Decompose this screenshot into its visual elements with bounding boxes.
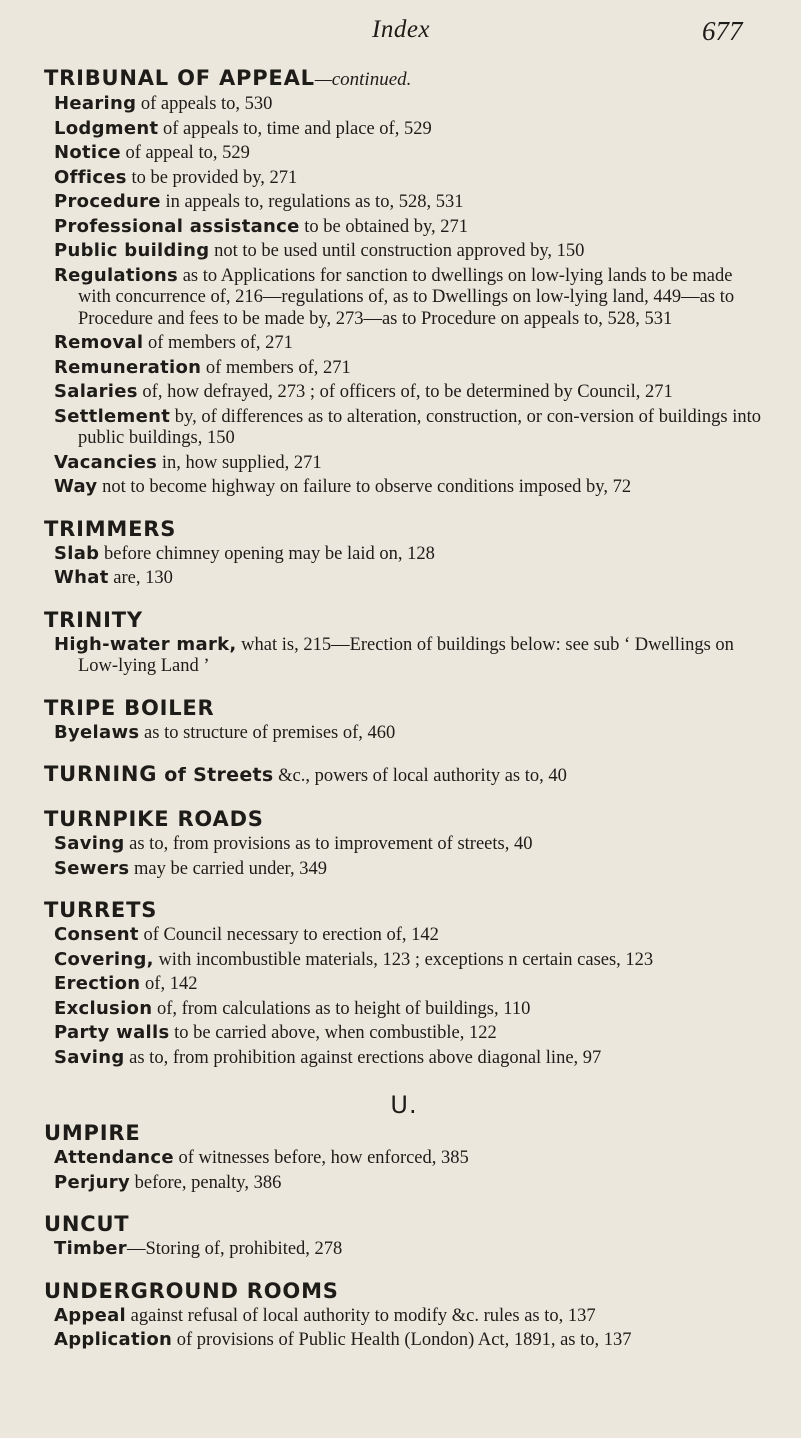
heading-text: UMPIRE bbox=[44, 1121, 141, 1145]
entry-keyword: Appeal bbox=[54, 1304, 127, 1326]
index-entry bbox=[44, 406, 764, 450]
entry-keyword: High-water mark, bbox=[54, 633, 237, 655]
entry-keyword: Salaries bbox=[54, 381, 138, 402]
entry-keyword: Byelaws bbox=[54, 721, 140, 743]
sections-u bbox=[44, 1121, 764, 1352]
index-entry bbox=[44, 476, 764, 499]
entry-keyword: Hearing bbox=[54, 93, 137, 114]
entry-keyword: Attendance bbox=[54, 1147, 174, 1168]
entry-keyword: Exclusion bbox=[54, 997, 153, 1019]
index-section bbox=[44, 1121, 764, 1194]
index-entry bbox=[44, 1047, 764, 1070]
entry-keyword: Way bbox=[54, 476, 98, 497]
entry-text: to be carried above, when combustible, 122 bbox=[169, 1023, 497, 1043]
heading-text: UNCUT bbox=[44, 1212, 130, 1236]
index-entry bbox=[44, 973, 764, 996]
index-entry bbox=[44, 1329, 764, 1352]
index-entry bbox=[44, 1147, 764, 1170]
entry-text: not to become highway on failure to observe conditions imposed by, 72 bbox=[97, 477, 632, 497]
entry-keyword: Consent bbox=[54, 924, 139, 945]
entry-text: as to, from provisions as to improvement of streets, 40 bbox=[124, 834, 533, 854]
inline-text: &c., powers of local authority as to, 40 bbox=[273, 766, 567, 786]
sections-t bbox=[44, 66, 764, 1069]
index-entry bbox=[44, 357, 764, 380]
entry-text: may be carried under, 349 bbox=[129, 858, 327, 879]
section-heading bbox=[44, 1279, 764, 1304]
heading-text: TURRETS bbox=[44, 898, 158, 922]
index-entry bbox=[44, 452, 764, 475]
entry-text: before, penalty, 386 bbox=[129, 1172, 282, 1193]
index-section bbox=[44, 762, 764, 789]
section-heading bbox=[44, 696, 764, 721]
entry-text: of members of, 271 bbox=[143, 333, 293, 353]
entry-text: what is, 215—Erection of buildings below: see sub ‘ Dwellings on Low-lying Land ’ bbox=[78, 634, 734, 676]
entry-text: against refusal of local authority to modify &c. rules as to, 137 bbox=[126, 1305, 596, 1326]
entry-keyword: Sewers bbox=[54, 857, 130, 879]
section-heading bbox=[44, 517, 764, 542]
entry-keyword: Party walls bbox=[54, 1022, 170, 1043]
index-entry bbox=[44, 240, 764, 263]
entry-text: to be provided by, 271 bbox=[126, 167, 298, 188]
entry-keyword: What bbox=[54, 567, 109, 588]
entry-text: of, from calculations as to height of buildings, 110 bbox=[152, 998, 531, 1019]
entry-text: —Storing of, prohibited, 278 bbox=[126, 1239, 343, 1259]
entry-text: to be obtained by, 271 bbox=[299, 216, 468, 237]
heading-text: TURNING bbox=[44, 762, 158, 786]
index-entry bbox=[44, 216, 764, 239]
entry-text: of provisions of Public Health (London) Act, 1891, as to, 137 bbox=[172, 1330, 632, 1350]
entry-text: as to structure of premises of, 460 bbox=[139, 722, 396, 743]
inline-keyword: of Streets bbox=[157, 764, 274, 786]
entry-keyword: Erection bbox=[54, 973, 141, 994]
index-entry bbox=[44, 998, 764, 1021]
index-section bbox=[44, 1279, 764, 1352]
running-title: Index bbox=[372, 16, 431, 43]
heading-text: TRINITY bbox=[44, 607, 143, 632]
index-section bbox=[44, 807, 764, 880]
index-section bbox=[44, 517, 764, 590]
entry-keyword: Perjury bbox=[54, 1171, 130, 1193]
letter-heading: U. bbox=[390, 1091, 418, 1119]
entry-keyword: Procedure bbox=[54, 191, 161, 212]
index-section bbox=[44, 608, 764, 678]
heading-text: TRIPE BOILER bbox=[44, 695, 215, 720]
index-entry bbox=[44, 265, 764, 331]
index-entry bbox=[44, 1172, 764, 1195]
index-entry bbox=[44, 634, 764, 678]
entry-text: of Council necessary to erection of, 142 bbox=[138, 925, 439, 945]
entry-text: of appeals to, time and place of, 529 bbox=[158, 118, 432, 139]
page-number: 677 bbox=[702, 16, 743, 46]
index-entry bbox=[44, 381, 764, 404]
entry-text: before chimney opening may be laid on, 128 bbox=[99, 543, 435, 564]
index-entry bbox=[44, 1305, 764, 1328]
heading-text: UNDERGROUND ROOMS bbox=[44, 1278, 339, 1303]
heading-text: TRIMMERS bbox=[44, 516, 177, 541]
index-section bbox=[44, 66, 764, 499]
index-entry bbox=[44, 858, 764, 881]
entry-keyword: Saving bbox=[54, 1046, 125, 1068]
section-heading bbox=[44, 66, 764, 92]
section-heading bbox=[44, 807, 764, 832]
entry-keyword: Covering, bbox=[54, 948, 154, 970]
entry-keyword: Remuneration bbox=[54, 356, 202, 378]
index-entry bbox=[44, 142, 764, 165]
heading-continued: —continued. bbox=[314, 69, 412, 90]
entry-keyword: Notice bbox=[54, 142, 121, 163]
entry-keyword: Vacancies bbox=[54, 451, 158, 473]
index-section bbox=[44, 898, 764, 1069]
running-head bbox=[0, 12, 801, 52]
entry-text: of members of, 271 bbox=[201, 357, 351, 378]
entry-keyword: Regulations bbox=[54, 264, 179, 286]
index-entry bbox=[44, 949, 764, 972]
index-entry bbox=[44, 167, 764, 190]
entry-text: with incombustible materials, 123 ; exceptions n certain cases, 123 bbox=[153, 949, 654, 970]
entry-keyword: Application bbox=[54, 1329, 173, 1350]
entry-keyword: Saving bbox=[54, 833, 125, 854]
section-heading bbox=[44, 1121, 764, 1146]
index-entry bbox=[44, 833, 764, 856]
entry-keyword: Lodgment bbox=[54, 117, 159, 139]
entry-keyword: Public building bbox=[54, 240, 210, 261]
entry-text: of appeals to, 530 bbox=[136, 94, 273, 114]
entry-text: of, how defrayed, 273 ; of officers of, to be determined by Council, 271 bbox=[137, 382, 673, 402]
entry-text: as to, from prohibition against erections above diagonal line, 97 bbox=[124, 1047, 602, 1068]
index-entry bbox=[44, 118, 764, 141]
index-entry bbox=[44, 543, 764, 566]
index-entry bbox=[44, 332, 764, 355]
entry-text: of, 142 bbox=[140, 974, 198, 994]
heading-text: TURNPIKE ROADS bbox=[44, 807, 264, 831]
entry-keyword: Timber bbox=[54, 1238, 127, 1259]
entry-text: in, how supplied, 271 bbox=[157, 452, 322, 473]
entry-keyword: Settlement bbox=[54, 405, 171, 427]
index-section bbox=[44, 1212, 764, 1261]
index-entry bbox=[44, 1238, 764, 1261]
index-content bbox=[44, 66, 764, 1370]
section-heading bbox=[44, 898, 764, 923]
entry-keyword: Offices bbox=[54, 166, 127, 188]
entry-text: as to Applications for sanction to dwellings on low-lying lands to be made with concurrence of, 216—regulations of, as to Dwellings on low-lying land, 449—as to Procedure and fees to be made by, 273—as to Procedure on appeals to, 528, 531 bbox=[78, 265, 735, 329]
section-heading bbox=[44, 608, 764, 633]
heading-text: TRIBUNAL OF APPEAL bbox=[44, 66, 315, 90]
index-section bbox=[44, 696, 764, 745]
entry-text: not to be used until construction approved by, 150 bbox=[209, 241, 585, 261]
entry-text: of appeal to, 529 bbox=[120, 143, 250, 163]
section-heading bbox=[44, 1212, 764, 1237]
entry-keyword: Removal bbox=[54, 332, 144, 353]
index-entry bbox=[44, 1022, 764, 1045]
entry-text: are, 130 bbox=[108, 568, 173, 588]
index-entry bbox=[44, 191, 764, 214]
index-entry bbox=[44, 567, 764, 590]
entry-text: of witnesses before, how enforced, 385 bbox=[173, 1148, 469, 1168]
index-entry bbox=[44, 924, 764, 947]
section-heading bbox=[44, 762, 764, 789]
index-entry bbox=[44, 722, 764, 745]
entry-keyword: Professional assistance bbox=[54, 215, 300, 237]
entry-text: by, of differences as to alteration, construction, or con-version of buildings into public buildings, 150 bbox=[78, 406, 761, 448]
index-entry bbox=[44, 93, 764, 116]
entry-keyword: Slab bbox=[54, 542, 100, 564]
entry-text: in appeals to, regulations as to, 528, 531 bbox=[160, 192, 464, 212]
